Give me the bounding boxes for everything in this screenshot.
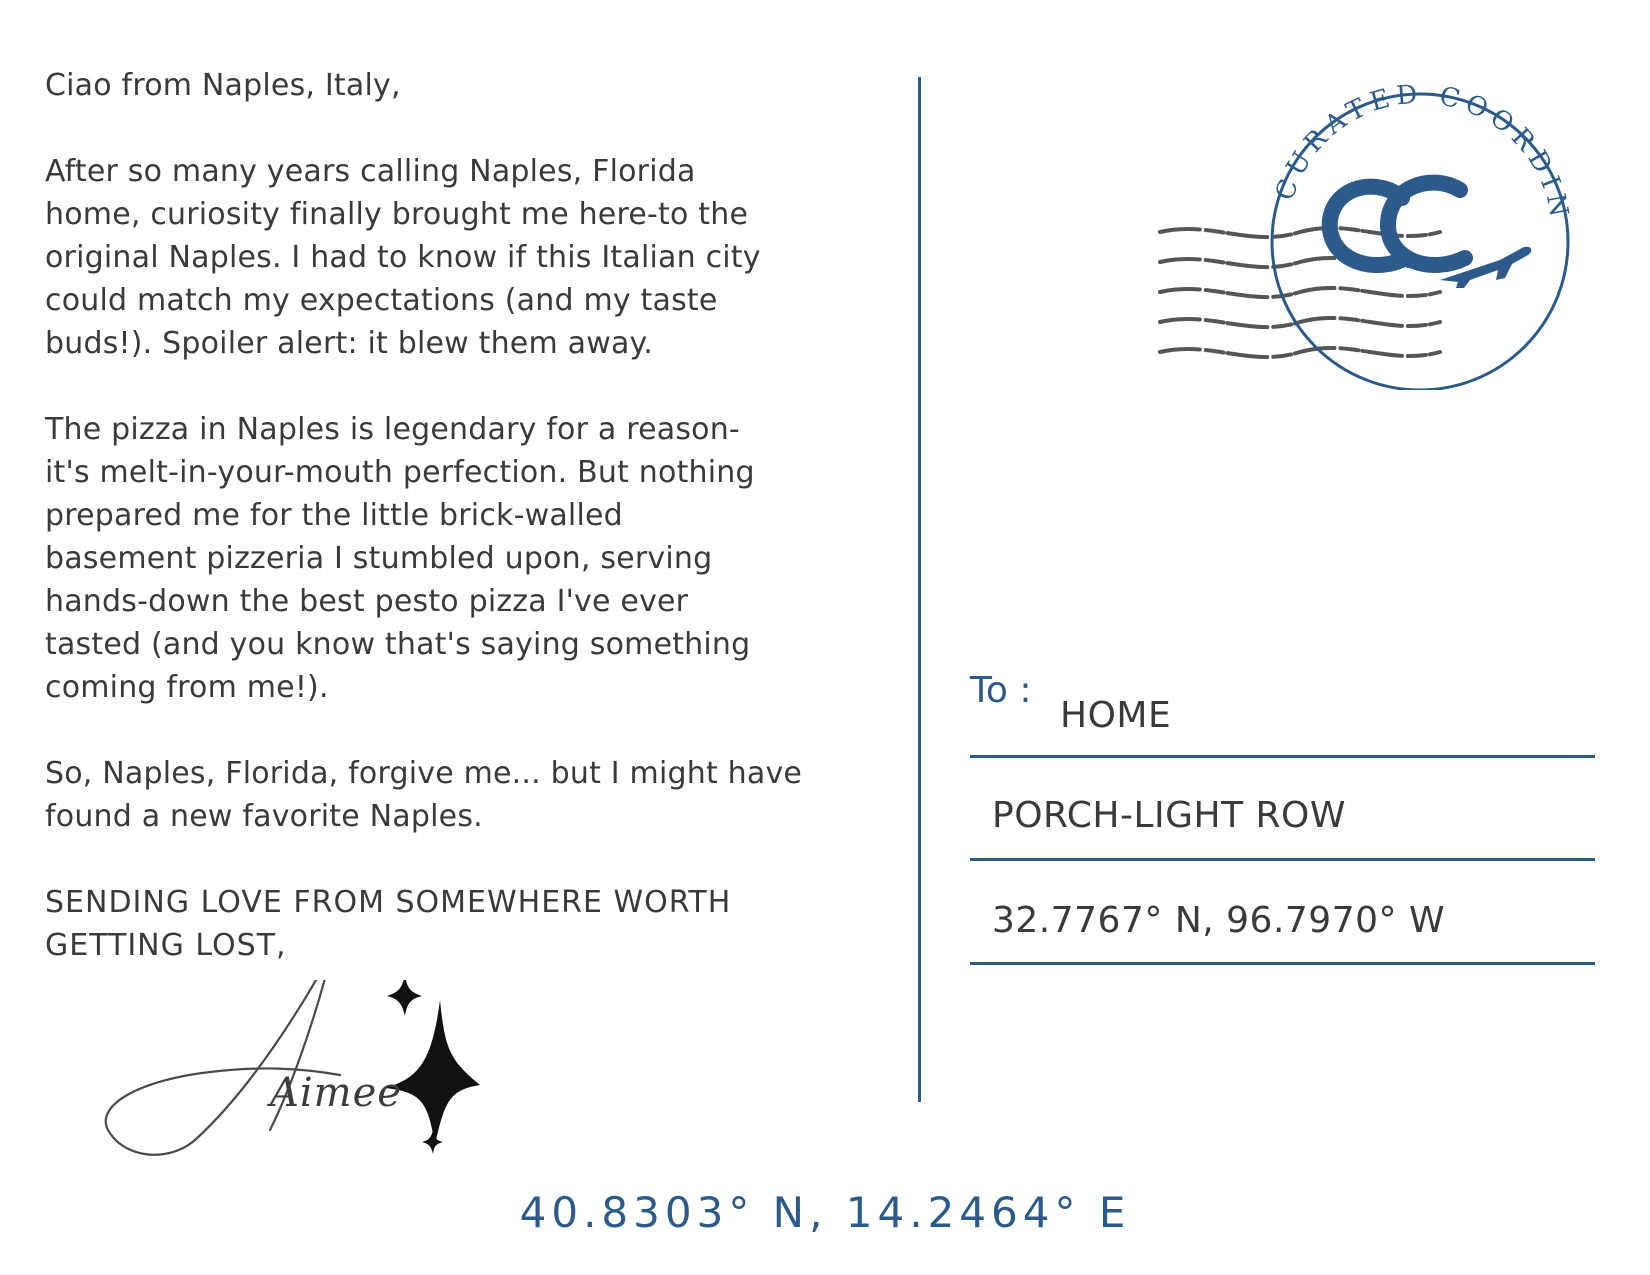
center-divider: [918, 77, 921, 1102]
greeting: Ciao from Naples, Italy,: [45, 68, 401, 103]
monogram-cc-icon: [1330, 183, 1465, 265]
address-rule-2: [970, 858, 1595, 861]
to-label: To :: [970, 670, 1032, 711]
message-paragraph-3: So, Naples, Florida, forgive me... but I might have found a new favorite Naples.: [45, 756, 803, 834]
sparkle-tiny-icon: [422, 1130, 443, 1154]
address-line-1: HOME: [1060, 695, 1172, 736]
stamp-text: CURATED COORDIN: [1269, 80, 1575, 226]
address-rule-3: [970, 962, 1595, 965]
sparkle-small-icon: [387, 980, 422, 1016]
message-body: [45, 64, 895, 1010]
message-paragraph-1: After so many years calling Naples, Florida home, curiosity finally brought me here-to the original Naples. I had to know if this Italian city could match my expectations (and my taste buds!). Spoiler alert: it blew them away.: [45, 154, 761, 361]
svg-text:CURATED COORDINATES: [1140, 80, 1575, 225]
signature: [100, 980, 520, 1180]
signoff: SENDING LOVE FROM SOMEWHERE WORTH GETTING LOST,: [45, 885, 732, 963]
footer-coordinates: 40.8303° N, 14.2464° E: [519, 1188, 1131, 1237]
address-rule-1: [970, 755, 1595, 758]
address-line-2: PORCH-LIGHT ROW: [992, 795, 1346, 836]
message-paragraph-2: The pizza in Naples is legendary for a reason- it's melt-in-your-mouth perfection. But nothing prepared me for the little brick-walled basement pizzeria I stumbled upon, serving hands-down the best pesto pizza I've ever tasted (and you know that's saying something coming from me!).: [45, 412, 755, 705]
signature-name: Aimee: [270, 1070, 402, 1116]
address-line-3: 32.7767° N, 96.7970° W: [992, 900, 1446, 941]
postmark-stamp: [1140, 80, 1580, 390]
